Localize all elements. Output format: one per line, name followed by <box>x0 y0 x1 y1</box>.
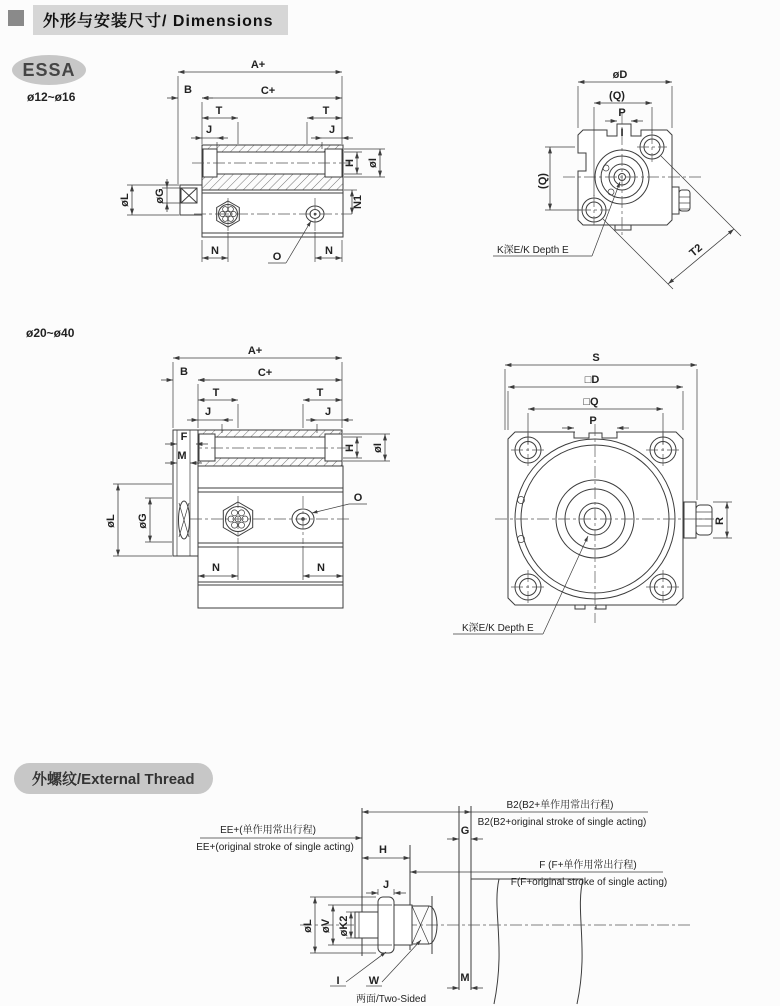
dim-label-j: J <box>205 124 213 136</box>
dim-label-r: R <box>714 517 726 525</box>
dim-label-n: N <box>212 562 220 574</box>
dim-label-h: H <box>344 159 356 167</box>
dim-label-b2-en: B2(B2+original stroke of single acting) <box>477 817 647 828</box>
dim-label-b: B <box>184 84 192 96</box>
dim-label-o: O <box>272 251 282 263</box>
size-range-small: ø12~ø16 <box>27 90 76 104</box>
dim-label-m: M <box>460 972 470 984</box>
external-thread-view <box>196 798 690 1005</box>
break-line <box>494 879 499 1004</box>
side-fitting <box>684 502 712 538</box>
dim-label-f: F <box>180 431 188 443</box>
dim-label-t2: T2 <box>687 241 705 260</box>
dim-label-n: N <box>325 245 333 257</box>
dim-label-s: S <box>592 352 600 364</box>
dim-label-j: J <box>204 406 212 418</box>
dim-label-dia-k2: øK2 <box>338 915 350 937</box>
dim-label-dia-l: øL <box>119 193 131 207</box>
thread-badge: 外螺纹/External Thread <box>14 763 213 794</box>
side-fitting <box>672 187 690 214</box>
dim-label-n: N <box>317 562 325 574</box>
dim-label-t: T <box>316 387 324 399</box>
dim-label-j: J <box>382 879 390 891</box>
dim-label-t: T <box>322 105 330 117</box>
dim-label-a-plus: A+ <box>247 345 263 357</box>
dim-label-h: H <box>344 444 356 452</box>
series-badge: ESSA <box>12 55 86 85</box>
size-range-large: ø20~ø40 <box>26 326 75 340</box>
essa-large-side-view <box>105 345 390 608</box>
dim-label-sq-d: □D <box>584 374 600 386</box>
dim-label-n1: N1 <box>352 194 364 210</box>
dim-label-a-plus: A+ <box>250 59 266 71</box>
dim-label-g: G <box>460 825 470 837</box>
dim-label-b2-cn: B2(B2+单作用常出行程) <box>506 800 614 811</box>
dim-label-dia-l: øL <box>302 919 314 933</box>
dim-label-two-sided: 两面/Two-Sided <box>355 994 427 1005</box>
dim-label-k-depth: K深E/K Depth E <box>462 623 534 634</box>
dim-label-j: J <box>324 406 332 418</box>
dim-label-p: P <box>618 107 626 119</box>
dim-label-b: B <box>180 366 188 378</box>
page-title: 外形与安装尺寸/ Dimensions <box>33 5 288 35</box>
dim-label-f-en: F(F+original stroke of single acting) <box>510 877 668 888</box>
dim-label-o: O <box>353 492 363 504</box>
dim-label-c-plus: C+ <box>257 367 273 379</box>
dim-label-q: (Q) <box>609 90 625 102</box>
dim-label-i: I <box>336 975 340 987</box>
dim-label-dia-g: øG <box>154 188 166 204</box>
essa-large-front-view <box>453 352 732 634</box>
dim-label-sq-q: □Q <box>583 396 599 408</box>
dim-label-dia-d: øD <box>612 69 628 81</box>
dim-label-dia-l: øL <box>105 514 117 528</box>
dim-label-t: T <box>212 387 220 399</box>
dim-label-c-plus: C+ <box>260 85 276 97</box>
dim-label-k-depth: K深E/K Depth E <box>497 245 569 256</box>
essa-small-front-view <box>493 69 741 289</box>
dim-label-dia-v: øV <box>320 918 332 934</box>
dim-label-t: T <box>215 105 223 117</box>
essa-small-side-view <box>119 59 385 263</box>
dim-label-q: (Q) <box>537 173 549 189</box>
dim-label-n: N <box>211 245 219 257</box>
dim-label-h: H <box>379 844 387 856</box>
dim-label-dia-i: øI <box>372 443 384 453</box>
dim-label-f-cn: F (F+单作用常出行程) <box>539 860 637 871</box>
dim-label-dia-i: øI <box>367 158 379 168</box>
break-line <box>577 879 583 1004</box>
dim-label-ee-en: EE+(original stroke of single acting) <box>196 842 354 853</box>
dim-label-w: W <box>368 975 380 987</box>
dim-label-p: P <box>589 415 597 427</box>
dim-label-dia-g: øG <box>137 513 149 529</box>
dim-label-j: J <box>328 124 336 136</box>
dim-label-m: M <box>177 450 187 462</box>
dim-label-ee-cn: EE+(单作用常出行程) <box>220 825 316 836</box>
dim-label-i: I <box>620 127 624 139</box>
